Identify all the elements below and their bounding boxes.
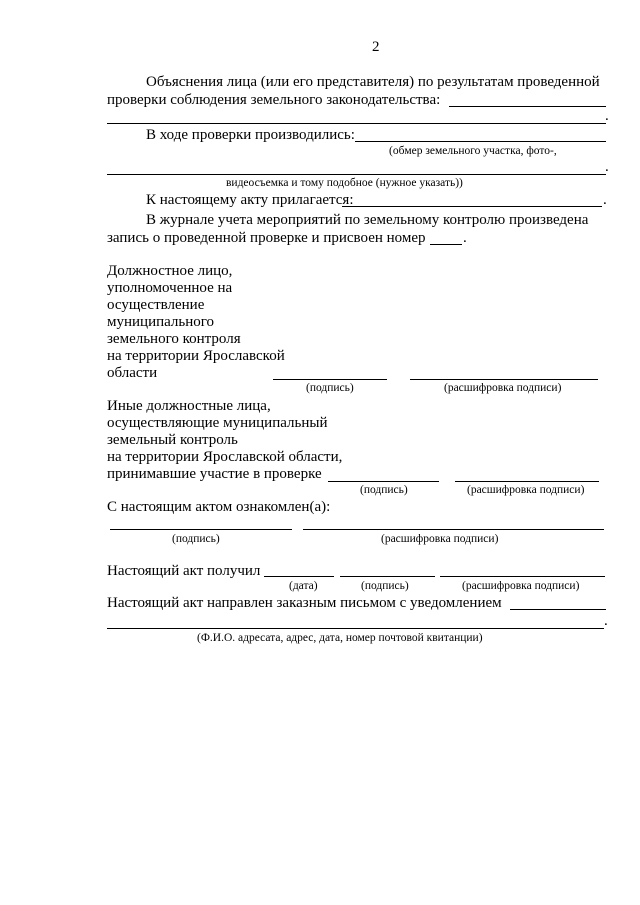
period: . <box>463 230 467 246</box>
other-officials-signature-hint: (подпись) <box>360 484 408 496</box>
official-line: уполномоченное на <box>107 280 233 296</box>
sent-hint: (Ф.И.О. адресата, адрес, дата, номер почтовой квитанции) <box>197 632 483 644</box>
official-line: области <box>107 365 158 381</box>
explanations-fill-line-2 <box>107 123 606 124</box>
explanations-line-2: проверки соблюдения земельного законодательства: <box>107 92 441 108</box>
official-line: Должностное лицо, <box>107 263 233 279</box>
received-decode-line <box>440 576 605 577</box>
received-signature-line <box>340 576 435 577</box>
received-date-line <box>264 576 334 577</box>
official-signature-hint: (подпись) <box>306 382 354 394</box>
other-officials-decode-line <box>455 481 599 482</box>
journal-number-fill-line <box>430 244 462 245</box>
acquainted-decode-hint: (расшифровка подписи) <box>381 533 499 545</box>
performed-fill-line-2 <box>107 174 606 175</box>
performed-label: В ходе проверки производились: <box>146 127 355 143</box>
attached-fill-line <box>342 206 602 207</box>
acquainted-decode-line <box>303 529 604 530</box>
official-line: земельного контроля <box>107 331 241 347</box>
explanations-line-1: Объяснения лица (или его представителя) по результатам проведенной <box>146 74 600 90</box>
explanations-fill-line <box>449 106 606 107</box>
other-officials-line: осуществляющие муниципальный <box>107 415 328 431</box>
official-decode-hint: (расшифровка подписи) <box>444 382 562 394</box>
acquainted-signature-hint: (подпись) <box>172 533 220 545</box>
received-label: Настоящий акт получил <box>107 563 261 579</box>
acquainted-signature-line <box>110 529 292 530</box>
received-decode-hint: (расшифровка подписи) <box>462 580 580 592</box>
acquainted-label: С настоящим актом ознакомлен(а): <box>107 499 331 515</box>
received-signature-hint: (подпись) <box>361 580 409 592</box>
other-officials-signature-line <box>328 481 439 482</box>
official-decode-line <box>410 379 598 380</box>
journal-line-1: В журнале учета мероприятий по земельному контролю произведена <box>146 212 589 228</box>
other-officials-line: Иные должностные лица, <box>107 398 271 414</box>
other-officials-line: принимавшие участие в проверке <box>107 466 322 482</box>
other-officials-decode-hint: (расшифровка подписи) <box>467 484 585 496</box>
performed-hint-1: (обмер земельного участка, фото-, <box>389 145 557 157</box>
official-signature-line <box>273 379 387 380</box>
sent-fill-line <box>510 609 606 610</box>
attached-label: К настоящему акту прилагается: <box>146 192 354 208</box>
sent-label: Настоящий акт направлен заказным письмом с уведомлением <box>107 595 502 611</box>
other-officials-line: земельный контроль <box>107 432 238 448</box>
period: . <box>604 613 608 629</box>
official-line: на территории Ярославской <box>107 348 285 364</box>
page-number: 2 <box>372 39 380 55</box>
official-line: осуществление <box>107 297 205 313</box>
official-line: муниципального <box>107 314 215 330</box>
journal-line-2: запись о проведенной проверке и присвоен номер <box>107 230 426 246</box>
performed-fill-line <box>355 141 606 142</box>
performed-hint-2: видеосъемка и тому подобное (нужное указать)) <box>226 177 463 189</box>
other-officials-line: на территории Ярославской области, <box>107 449 343 465</box>
period: . <box>605 108 609 124</box>
sent-fill-line-2 <box>107 628 604 629</box>
period: . <box>605 159 609 175</box>
received-date-hint: (дата) <box>289 580 318 592</box>
period: . <box>603 192 607 208</box>
